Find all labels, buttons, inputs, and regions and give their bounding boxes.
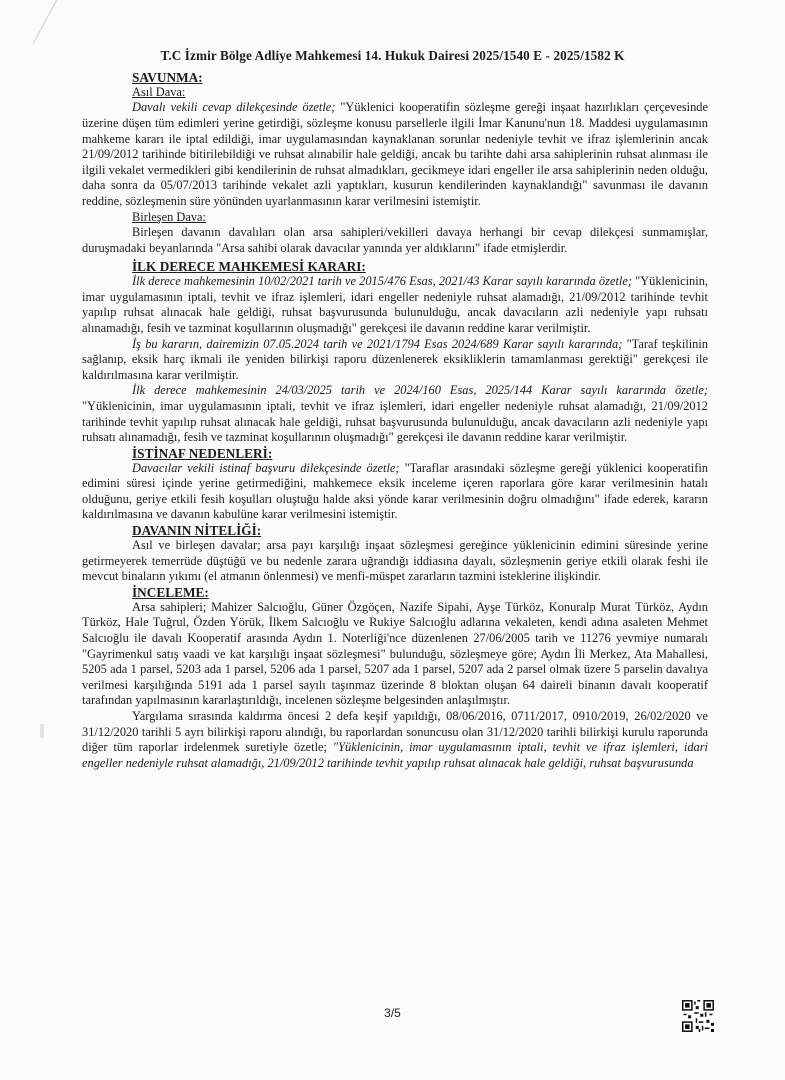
qr-code-icon <box>682 1000 714 1032</box>
paragraph-ilk-derece-2 <box>82 337 708 384</box>
document-header: T.C İzmir Bölge Adliye Mahkemesi 14. Hukuk Dairesi 2025/1540 E - 2025/1582 K <box>160 48 625 63</box>
section-heading-savunma: SAVUNMA: <box>132 70 203 85</box>
text-ilk-derece-1: "Yüklenicinin, imar uygulamasının iptali, tevhit ve ifraz işlemleri, idari engeller nedeniyle ruhsat alamadığı, 21/09/2012 tarihinde tevhit yapılıp ruhsat alınacak hale geldiği, ruhsat başvurusunda bulunulduğu, ancak davacıların azli nedeniyle yapı ruhsatı alınamadığı, fesih ve tazminat koşullarının oluşmadığı" gerekçesi ile davanın reddine karar verilmiştir. <box>82 274 708 335</box>
quote-inceleme: "Yüklenicinin, imar uygulamasının iptali, tevhit ve ifraz işlemleri, idari engeller nedeniyle ruhsat alamadığı, 21/09/2012 tarihinde tevhit yapılıp ruhsat alınacak hale geldiği, ruhsat başvurusunda <box>82 740 708 770</box>
intro-ilk-derece-3: İlk derece mahkemesinin 24/03/2025 tarih ve 2024/160 Esas, 2025/144 Karar sayılı kararında özetle; <box>132 383 708 398</box>
paragraph-nitelik: Asıl ve birleşen davalar; arsa payı karşılığı inşaat sözleşmesi gereğince yüklenicinin edimini süresinde yerine getirmeyerek temerrüde düştüğü ve bu nedenle zarara uğrandığı iddiasına dayalı, sözleşmenin geriye etkili olarak feshi ile mevcut binaların yıkımı (el atmanın önlenmesi) ve menfi-müspet zararların tazmini isteklerine ilişkindir. <box>82 538 708 584</box>
document-body <box>82 70 708 771</box>
text-asil-dava: "Yüklenici kooperatifin sözleşme gereği inşaat hazırlıkları çerçevesinde üzerine düşen tüm edimleri yerine getirdiği, sözleşme konusu parsellerle ilgili İmar Kanunu'nun 18. Maddesi uygulamasının mahkeme kararı ile iptal edildiği, imar uygulamasından kaynaklanan sorunlar nedeniyle tevhit ve ifraz işlemlerinin ancak 21/09/2012 tarihinde bitirilebildiği ve ruhsat alınabilir hale geldiği, ancak bu tarihte dahi arsa sahiplerinin ruhsat alınması ile ilgili vekalet vermedikleri gibi kendilerinin de ruhsat almadıkları, gecikmeye idari engeller ile arsa sahiplerinin neden olduğu, daha sonra da 05/07/2013 tarihinde vekalet azli yaptıkları, kusurun kendilerinden kaynaklandığı" savunması ile davanın reddine, sözleşmenin süre yönünden uyarlanmasının karar verilmesini istemiştir. <box>82 100 709 208</box>
page-number: 3/5 <box>384 1006 401 1020</box>
intro-ilk-derece-1: İlk derece mahkemesinin 10/02/2021 tarih ve 2015/476 Esas, 2021/43 Karar sayılı kararında özetle; <box>132 274 632 289</box>
section-heading-istinaf: İSTİNAF NEDENLERİ: <box>132 445 273 461</box>
paragraph-inceleme-1: Arsa sahipleri; Mahizer Salcıoğlu, Güner Özgöçen, Nazife Sipahi, Ayşe Türköz, Konuralp Murat Türköz, Aydın Türköz, Hale Tuğrul, Özden Yörük, İlkem Salcıoğlu ve Rukiye Salcıoğlu adlarına vekaleten, kendi adına asaleten Mehmet Salcıoğlu ile davalı Kooperatif arasında Aydın 1. Noterliği'nce düzenlenen 27/06/2005 tarih ve 11276 yevmiye numaralı "Gayrimenkul satış vaadi ve kat karşılığı inşaat sözleşmesi" bulunduğu, sözleşmeye göre; Aydın İli Merkez, Ata Mahallesi, 5205 ada 1 parsel, 5203 ada 1 parsel, 5206 ada 1 parsel, 5207 ada 1 parsel, 5207 ada 2 parsel olmak üzere 5 parselin davalıya verilmesi karşılığında 5191 ada 1 parsel sayılı taşınmaz üzerinde 8 bloktan oluşan 64 daireli binanın davalı kooperatif tarafından yapılmasının kararlaştırıldığı, incelenen sözleşme belgesinden anlaşılmıştır. <box>82 599 708 708</box>
section-heading-ilk-derece: İLK DERECE MAHKEMESİ KARARI: <box>132 259 366 275</box>
text-inceleme-2: Yargılama sırasında kaldırma öncesi 2 defa keşif yapıldığı, 08/06/2016, 0711/2017, 0910/2019, 26/02/2020 ve 31/12/2020 tarihli 5 ayrı bilirkişi raporu alındığı, bu raporlardan sonuncusu olan 31/12/2020 tarihli bilirkişi kurulu raporunda diğer tüm raporlar irdelenmek suretiyle özetle; <box>82 709 708 755</box>
section-heading-inceleme: İNCELEME: <box>132 584 209 600</box>
margin-mark <box>40 724 44 738</box>
intro-istinaf: Davacılar vekili istinaf başvuru dilekçesinde özetle; <box>132 460 400 475</box>
paragraph-asil-dava <box>82 100 708 209</box>
page-fold-line <box>33 0 57 45</box>
text-istinaf: "Taraflar arasındaki sözleşme gereği yüklenici kooperatifin edimini süresi içinde yerine getirmediğini, mahkemece eksik inceleme içeren raporlara göre karar verilmesinin hatalı olduğunu, geriye etkili fesih koşulları oluştuğu halde aksi yönde karar verilmesinin doğru olmadığını" ifade ederek, kararın kaldırılmasına ve davanın kabulüne karar verilmesini istemiştir. <box>82 460 708 522</box>
paragraph-istinaf <box>82 461 708 523</box>
section-heading-nitelik: DAVANIN NİTELİĞİ: <box>132 523 262 539</box>
subheading-asil-dava: Asıl Dava: <box>132 85 186 99</box>
text-ilk-derece-2: "Taraf teşkilinin sağlanıp, eksik harç ikmali ile yeniden bilirkişi raporu düzenlenerek eksikliklerin tamamlanması gerektiği" gerekçesi ile kaldırılmasına karar verilmiştir. <box>82 336 709 382</box>
text-ilk-derece-3: "Yüklenicinin, imar uygulamasının iptali, tevhit ve ifraz işlemleri, idari engeller nedeniyle ruhsat alamadığı, 21/09/2012 tarihinde tevhit yapılıp ruhsat alınacak hale geldiği, ruhsat başvurusunda bulunulduğu, ancak davacıların azli nedeniyle yapı ruhsatı alınamadığı, fesih ve tazminat koşullarının oluşmadığı" gerekçesi ile davanın reddine karar verilmiştir. <box>82 398 708 445</box>
paragraph-ilk-derece-1 <box>82 274 708 336</box>
paragraph-inceleme-2 <box>82 709 708 771</box>
paragraph-ilk-derece-3 <box>82 383 708 445</box>
intro-asil-dava: Davalı vekili cevap dilekçesinde özetle; <box>132 100 336 115</box>
subheading-birlesen-dava: Birleşen Dava: <box>132 209 206 224</box>
paragraph-birlesen-dava: Birleşen davanın davalıları olan arsa sahipleri/vekilleri davaya herhangi bir cevap dilekçesi sunmamışlar, duruşmadaki beyanlarında "Arsa sahibi olarak davacılar yanında yer aldıklarını" ifade etmişlerdir. <box>82 224 708 255</box>
intro-ilk-derece-2: İş bu kararın, dairemizin 07.05.2024 tarih ve 2021/1794 Esas 2024/689 Karar sayılı kararında; <box>132 336 623 351</box>
